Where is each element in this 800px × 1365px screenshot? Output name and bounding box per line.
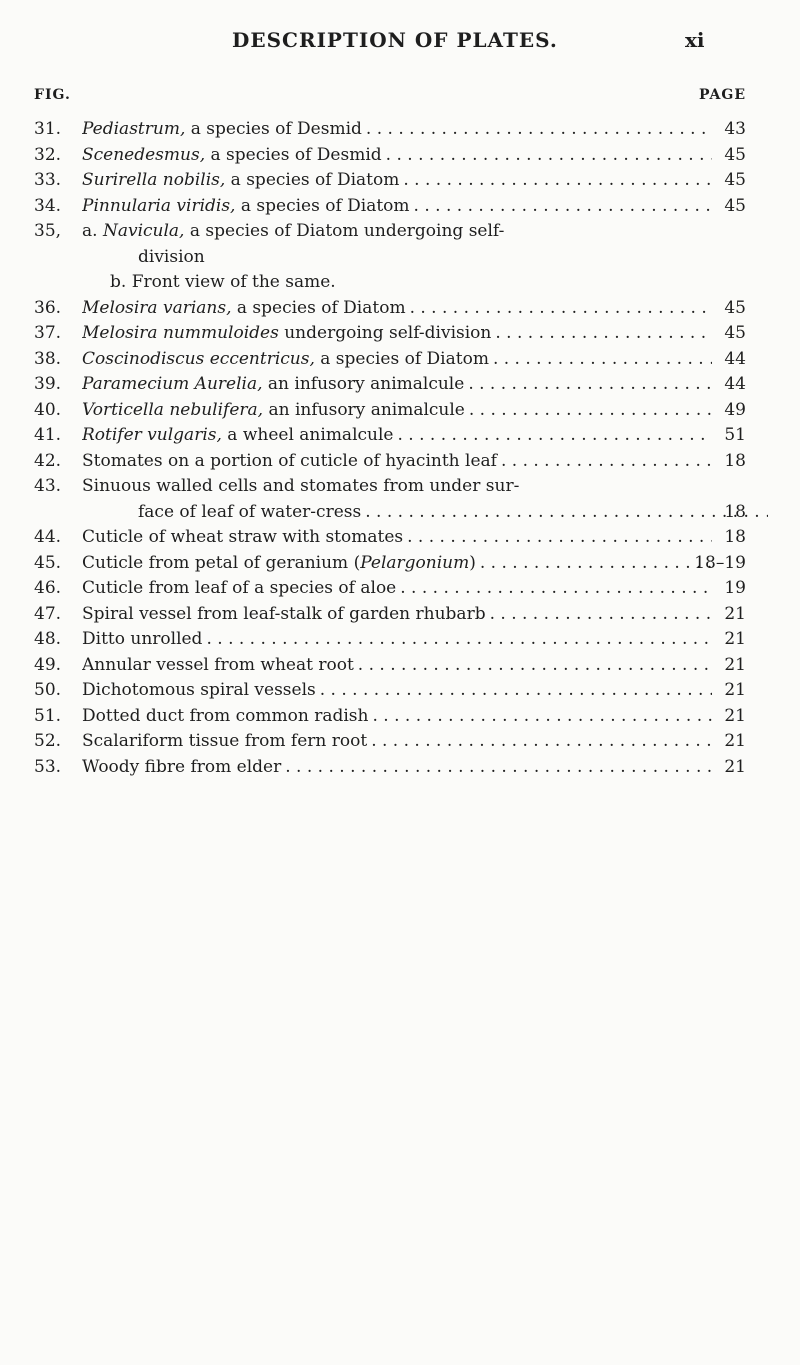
figure-number: 33.	[34, 170, 62, 190]
list-item	[0, 144, 800, 166]
species-name: Rotifer vulgaris,	[82, 425, 222, 445]
description-text: Spiral vessel from leaf-stalk of garden rhubarb	[82, 603, 486, 624]
dot-leader	[367, 730, 712, 752]
entry-text	[82, 399, 712, 421]
figure-number: 44.	[34, 527, 62, 547]
description-text: Cuticle from petal of geranium (	[82, 552, 361, 573]
page-reference: 18	[724, 450, 746, 471]
entry-text	[82, 654, 712, 676]
species-name: Scenedesmus,	[82, 144, 206, 165]
list-item	[0, 679, 800, 701]
list-item	[0, 475, 800, 497]
dot-leader	[410, 195, 712, 217]
entry-text	[138, 501, 768, 523]
dot-leader	[403, 526, 712, 548]
description-text: )	[469, 552, 476, 573]
list-item	[0, 450, 800, 472]
page-column-header: PAGE	[699, 87, 746, 103]
page-reference: 44	[724, 348, 746, 369]
page-reference: 45	[724, 323, 746, 343]
entry-text	[82, 730, 712, 752]
page-reference: 21	[724, 756, 746, 777]
page-reference: 43	[724, 119, 746, 139]
figure-number: 53.	[34, 756, 62, 777]
column-headers	[34, 87, 746, 107]
description-text: a species of Diatom	[235, 195, 410, 216]
page-reference: 45	[724, 144, 746, 165]
list-item	[0, 246, 800, 268]
species-name: Pinnularia viridis,	[82, 195, 236, 216]
dot-leader	[368, 705, 712, 727]
page-reference: 19	[724, 578, 746, 598]
dot-leader	[362, 118, 712, 140]
entry-text	[82, 373, 712, 395]
species-name: Vorticella nebulifera,	[82, 399, 264, 420]
page-folio: xi	[685, 28, 705, 52]
list-item	[0, 220, 800, 242]
species-name: Paramecium Aurelia,	[82, 374, 263, 394]
dot-leader	[396, 577, 712, 599]
entry-text	[82, 118, 712, 140]
figure-number: 48.	[34, 629, 62, 649]
list-item	[0, 730, 800, 752]
entry-text	[82, 297, 712, 319]
page-reference: 21	[724, 731, 746, 751]
list-item	[0, 399, 800, 421]
figure-number: 39.	[34, 374, 62, 394]
entry-text	[82, 322, 712, 344]
entry-text	[82, 705, 712, 727]
figure-number: 52.	[34, 731, 62, 751]
description-text: Dichotomous spiral vessels	[82, 680, 316, 700]
figure-number: 42.	[34, 450, 62, 471]
dot-leader	[465, 399, 712, 421]
dot-leader	[399, 169, 712, 191]
description-text: Sinuous walled cells and stomates from under sur-	[82, 476, 520, 496]
description-text: an infusory animalcule	[263, 399, 465, 420]
entry-text	[82, 526, 712, 548]
figure-number: 37.	[34, 323, 62, 343]
list-item	[0, 603, 800, 625]
dot-leader	[281, 756, 712, 778]
description-text: undergoing self-division	[278, 323, 492, 343]
page-reference: 44	[724, 374, 746, 394]
description-text: division	[138, 246, 205, 267]
description-text: a.	[82, 221, 103, 241]
entry-text	[82, 169, 712, 191]
description-text: a species of Diatom	[225, 170, 400, 190]
list-item	[0, 118, 800, 140]
figure-number: 40.	[34, 399, 62, 420]
dot-leader	[316, 679, 712, 701]
list-item	[0, 654, 800, 676]
dot-leader	[382, 144, 712, 166]
page-reference: 21	[724, 705, 746, 726]
entry-text	[82, 679, 712, 701]
description-text: face of leaf of water-cress	[138, 501, 362, 522]
entry-text	[82, 475, 712, 497]
list-item	[0, 756, 800, 778]
entry-text	[82, 348, 712, 370]
list-item	[0, 169, 800, 191]
list-item	[0, 373, 800, 395]
entry-text	[82, 450, 712, 472]
entry-text	[82, 756, 712, 778]
figure-number: 35,	[34, 221, 62, 241]
list-item	[0, 348, 800, 370]
entry-text	[110, 271, 740, 293]
page-reference: 21	[724, 603, 746, 624]
dot-leader	[393, 424, 712, 446]
entry-text	[82, 144, 712, 166]
description-text: Cuticle of wheat straw with stomates	[82, 527, 404, 547]
page-reference: 21	[724, 654, 746, 675]
description-text: Scalariform tissue from fern root	[82, 731, 368, 751]
dot-leader	[202, 628, 712, 650]
list-item	[0, 552, 800, 574]
list-item	[0, 195, 800, 217]
running-head	[0, 28, 800, 58]
description-text: Annular vessel from wheat root	[82, 654, 354, 675]
list-item	[0, 271, 800, 293]
list-item	[0, 577, 800, 599]
figure-number: 47.	[34, 603, 62, 624]
dot-leader	[406, 297, 712, 319]
species-name: Coscinodiscus eccentricus,	[82, 348, 315, 369]
list-item	[0, 297, 800, 319]
description-text: Dotted duct from common radish	[82, 705, 369, 726]
page-reference: 18–19	[694, 552, 746, 573]
description-text: a wheel animalcule	[221, 425, 394, 445]
page-reference: 45	[724, 195, 746, 216]
page-reference: 45	[724, 170, 746, 190]
description-text: Cuticle from leaf of a species of aloe	[82, 578, 397, 598]
list-item	[0, 424, 800, 446]
description-text: b. Front view of the same.	[110, 272, 336, 292]
description-text: a species of Diatom	[314, 348, 489, 369]
species-name: Pelargonium	[360, 552, 470, 573]
page-reference: 18	[724, 527, 746, 547]
description-text: a species of Desmid	[205, 144, 382, 165]
list-item	[0, 705, 800, 727]
entry-text	[82, 220, 712, 242]
entry-text	[82, 603, 712, 625]
entry-text	[82, 195, 712, 217]
list-item	[0, 501, 800, 523]
page-reference: 18	[724, 501, 746, 522]
figure-number: 45.	[34, 552, 62, 573]
list-item	[0, 322, 800, 344]
list-item	[0, 526, 800, 548]
figure-number: 46.	[34, 578, 62, 598]
list-item	[0, 628, 800, 650]
description-text: a species of Diatom undergoing self-	[184, 221, 505, 241]
running-head-title: DESCRIPTION OF PLATES.	[232, 28, 558, 52]
figure-number: 36.	[34, 297, 62, 318]
entry-text	[138, 246, 768, 268]
description-text: Woody fibre from elder	[82, 756, 282, 777]
figure-number: 41.	[34, 425, 62, 445]
description-text: a species of Desmid	[185, 119, 362, 139]
page-reference: 49	[724, 399, 746, 420]
figure-number: 49.	[34, 654, 62, 675]
fig-column-header: FIG.	[34, 87, 71, 103]
entry-text	[82, 424, 712, 446]
description-text: a species of Diatom	[231, 297, 406, 318]
dot-leader	[354, 654, 712, 676]
page-reference: 51	[724, 425, 746, 445]
entry-text	[82, 577, 712, 599]
figure-number: 51.	[34, 705, 62, 726]
entry-text	[82, 552, 712, 574]
plate-list	[0, 118, 800, 781]
description-text: Stomates on a portion of cuticle of hyacinth leaf	[82, 450, 497, 471]
species-name: Melosira nummuloides	[82, 323, 279, 343]
figure-number: 31.	[34, 119, 62, 139]
description-text: an infusory animalcule	[262, 374, 465, 394]
species-name: Melosira varians,	[82, 297, 232, 318]
species-name: Navicula,	[102, 221, 185, 241]
page-reference: 21	[724, 629, 746, 649]
figure-number: 43.	[34, 476, 62, 496]
dot-leader	[464, 373, 712, 395]
figure-number: 34.	[34, 195, 62, 216]
figure-number: 38.	[34, 348, 62, 369]
species-name: Pediastrum,	[82, 119, 186, 139]
page-reference: 21	[724, 680, 746, 700]
species-name: Surirella nobilis,	[82, 170, 226, 190]
figure-number: 32.	[34, 144, 62, 165]
page-reference: 45	[724, 297, 746, 318]
figure-number: 50.	[34, 680, 62, 700]
entry-text	[82, 628, 712, 650]
description-text: Ditto unrolled	[82, 629, 203, 649]
